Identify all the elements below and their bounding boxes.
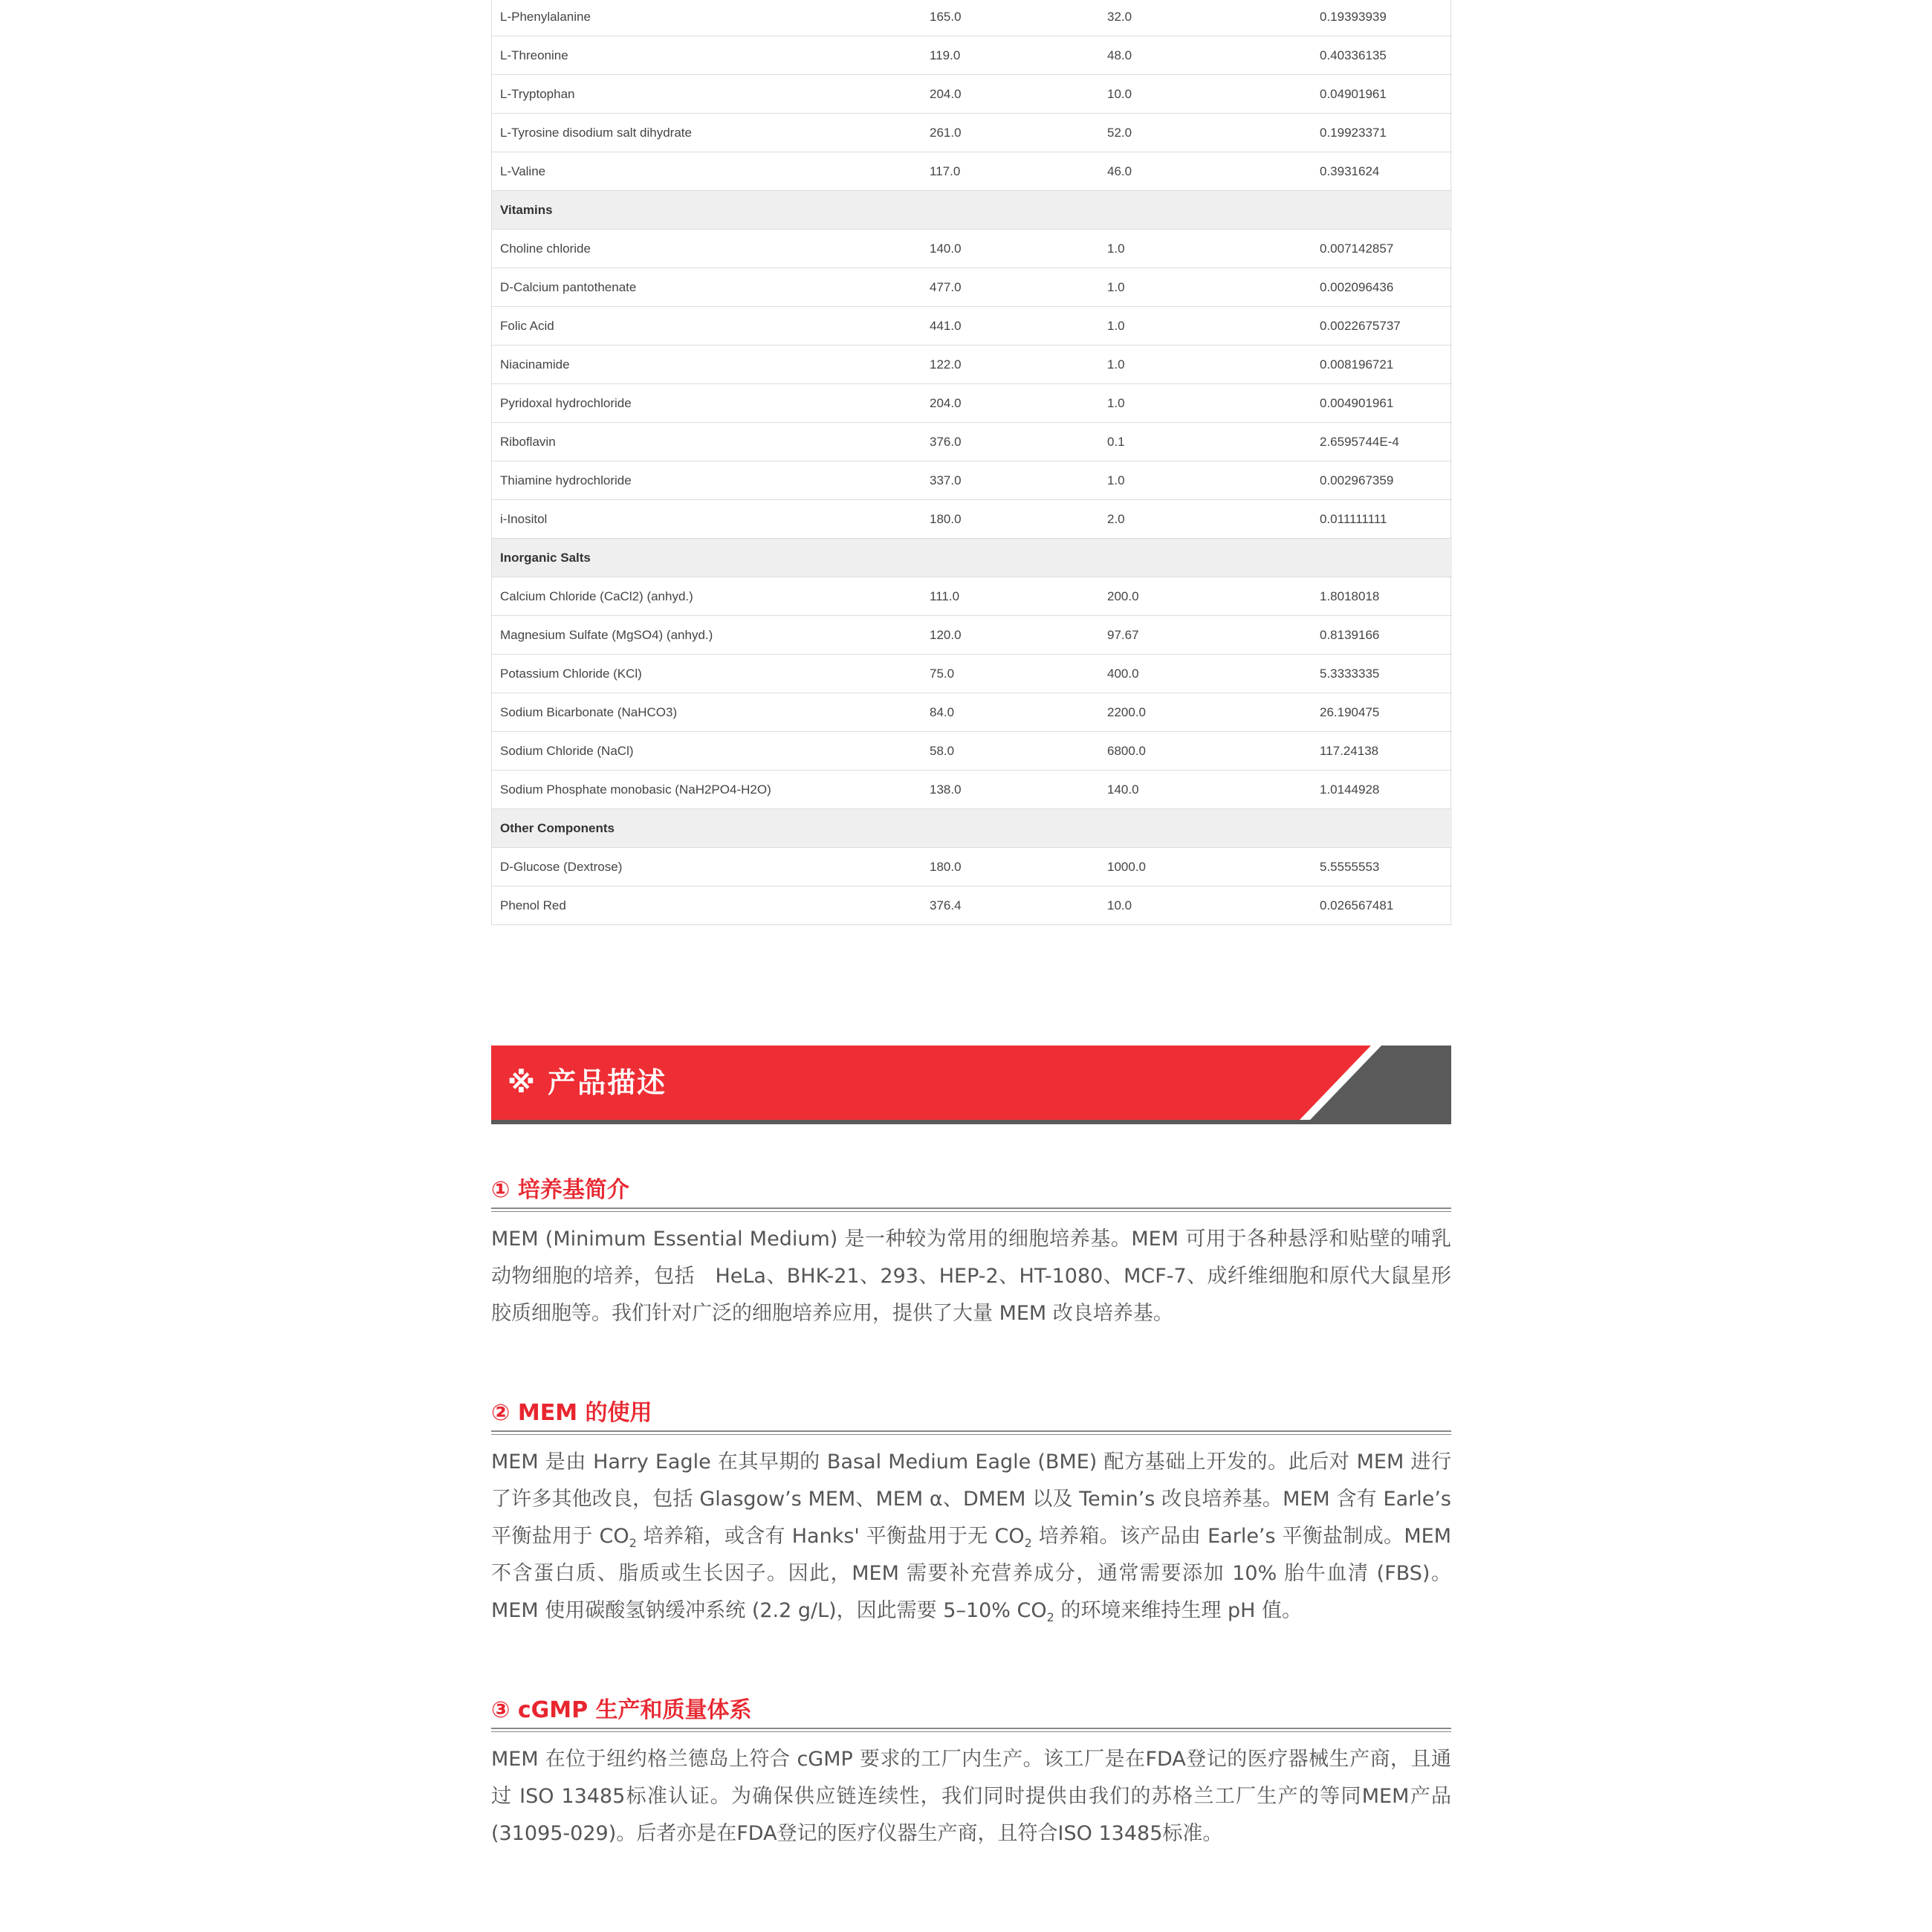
molecular-weight-cell: 117.0 [921, 152, 1099, 191]
table-row [492, 732, 1452, 771]
concentration-cell: 140.0 [1099, 771, 1312, 809]
mM-cell: 0.19393939 [1312, 0, 1452, 36]
molecular-weight-cell: 204.0 [921, 384, 1099, 423]
mM-cell: 0.002096436 [1312, 268, 1452, 307]
concentration-cell: 10.0 [1099, 75, 1312, 114]
molecular-weight-cell: 140.0 [921, 230, 1099, 268]
component-name-cell: L-Threonine [492, 36, 921, 75]
mM-cell: 0.002967359 [1312, 461, 1452, 500]
co2-subscript: 2 [1046, 1610, 1054, 1624]
molecular-weight-cell: 75.0 [921, 655, 1099, 693]
concentration-cell: 1.0 [1099, 230, 1312, 268]
concentration-cell: 6800.0 [1099, 732, 1312, 771]
component-name-cell: Thiamine hydrochloride [492, 461, 921, 500]
section-usage [491, 1398, 1451, 1630]
table-row [492, 114, 1452, 152]
section-usage-text [491, 1444, 1451, 1630]
mM-cell: 0.007142857 [1312, 230, 1452, 268]
concentration-cell: 400.0 [1099, 655, 1312, 693]
composition-table-container [491, 0, 1451, 925]
component-name-cell: Phenol Red [492, 886, 921, 925]
concentration-cell: 97.67 [1099, 616, 1312, 655]
table-row [492, 346, 1452, 384]
mM-cell: 0.008196721 [1312, 346, 1452, 384]
table-row [492, 75, 1452, 114]
component-name-cell: Folic Acid [492, 307, 921, 346]
section-usage-heading: ② MEM 的使用 [491, 1400, 652, 1426]
mM-cell: 5.5555553 [1312, 848, 1452, 886]
section-cgmp-heading: ③ cGMP 生产和质量体系 [491, 1697, 752, 1723]
component-name-cell: L-Tryptophan [492, 75, 921, 114]
molecular-weight-cell: 138.0 [921, 771, 1099, 809]
mM-cell: 0.026567481 [1312, 886, 1452, 925]
table-category-row [492, 191, 1452, 230]
concentration-cell: 2.0 [1099, 500, 1312, 539]
component-name-cell: Choline chloride [492, 230, 921, 268]
molecular-weight-cell: 477.0 [921, 268, 1099, 307]
component-name-cell: D-Glucose (Dextrose) [492, 848, 921, 886]
category-label: Vitamins [492, 191, 1452, 230]
section-intro-rule [491, 1208, 1451, 1212]
composition-table [492, 0, 1452, 925]
section-intro-heading: ① 培养基简介 [491, 1177, 629, 1203]
usage-text-part-3: 培养箱。该产品由 Earle’s 平衡盐制成。MEM 不含蛋白质、脂质或生长因子。因此，MEM 需要补充营养成分，通常需要添加 10% 胎牛血清 (FBS)。MEM 使用碳酸氢钠缓冲系统 (2.2 g/L)，因此需要 5–10% CO [491, 1525, 1452, 1622]
molecular-weight-cell: 261.0 [921, 114, 1099, 152]
section-cgmp-text: MEM 在位于纽约格兰德岛上符合 cGMP 要求的工厂内生产。该工厂是在FDA登记的医疗器械生产商，且通过 ISO 13485标准认证。为确保供应链连续性，我们同时提供由我们的苏格兰工厂生产的等同MEM产品 (31095-029)。后者亦是在FDA登记的医疗仪器生产商，且符合ISO 13485标准。 [491, 1748, 1451, 1845]
usage-text-part-4: 的环境来维持生理 pH 值。 [1054, 1599, 1303, 1622]
component-name-cell: D-Calcium pantothenate [492, 268, 921, 307]
molecular-weight-cell: 441.0 [921, 307, 1099, 346]
molecular-weight-cell: 120.0 [921, 616, 1099, 655]
mM-cell: 2.6595744E-4 [1312, 423, 1452, 461]
concentration-cell: 48.0 [1099, 36, 1312, 75]
mM-cell: 117.24138 [1312, 732, 1452, 771]
table-row [492, 693, 1452, 732]
concentration-cell: 1.0 [1099, 268, 1312, 307]
co2-subscript: 2 [629, 1536, 637, 1550]
table-row [492, 616, 1452, 655]
molecular-weight-cell: 84.0 [921, 693, 1099, 732]
mM-cell: 1.8018018 [1312, 577, 1452, 616]
molecular-weight-cell: 180.0 [921, 848, 1099, 886]
category-label: Inorganic Salts [492, 539, 1452, 577]
component-name-cell: Riboflavin [492, 423, 921, 461]
table-row [492, 384, 1452, 423]
molecular-weight-cell: 165.0 [921, 0, 1099, 36]
table-row [492, 268, 1452, 307]
usage-text-part-2: 培养箱，或含有 Hanks' 平衡盐用于无 CO [636, 1525, 1025, 1548]
concentration-cell: 1.0 [1099, 384, 1312, 423]
component-name-cell: Sodium Phosphate monobasic (NaH2PO4-H2O) [492, 771, 921, 809]
mM-cell: 0.0022675737 [1312, 307, 1452, 346]
section-intro [491, 1176, 1451, 1332]
component-name-cell: Pyridoxal hydrochloride [492, 384, 921, 423]
concentration-cell: 10.0 [1099, 886, 1312, 925]
mM-cell: 0.04901961 [1312, 75, 1452, 114]
mM-cell: 0.004901961 [1312, 384, 1452, 423]
table-row [492, 655, 1452, 693]
banner-title: ※ 产品描述 [508, 1066, 667, 1099]
table-row [492, 36, 1452, 75]
table-category-row [492, 539, 1452, 577]
component-name-cell: i-Inositol [492, 500, 921, 539]
table-row [492, 152, 1452, 191]
composition-table-body [492, 0, 1452, 925]
table-category-row [492, 809, 1452, 848]
mM-cell: 0.19923371 [1312, 114, 1452, 152]
concentration-cell: 1000.0 [1099, 848, 1312, 886]
mM-cell: 26.190475 [1312, 693, 1452, 732]
section-cgmp-rule [491, 1728, 1451, 1732]
section-intro-text: MEM (Minimum Essential Medium) 是一种较为常用的细胞培养基。MEM 可用于各种悬浮和贴壁的哺乳动物细胞的培养，包括 HeLa、BHK-21、293、HEP-2、HT-1080、MCF-7、成纤维细胞和原代大鼠星形胶质细胞等。我们针对广泛的细胞培养应用，提供了大量 MEM 改良培养基。 [491, 1228, 1451, 1325]
component-name-cell: L-Phenylalanine [492, 0, 921, 36]
table-row [492, 500, 1452, 539]
molecular-weight-cell: 376.4 [921, 886, 1099, 925]
mM-cell: 5.3333335 [1312, 655, 1452, 693]
component-name-cell: Sodium Bicarbonate (NaHCO3) [492, 693, 921, 732]
molecular-weight-cell: 111.0 [921, 577, 1099, 616]
concentration-cell: 2200.0 [1099, 693, 1312, 732]
table-frame [491, 0, 1451, 925]
mM-cell: 0.011111111 [1312, 500, 1452, 539]
concentration-cell: 52.0 [1099, 114, 1312, 152]
table-row [492, 0, 1452, 36]
table-row [492, 848, 1452, 886]
molecular-weight-cell: 122.0 [921, 346, 1099, 384]
molecular-weight-cell: 204.0 [921, 75, 1099, 114]
concentration-cell: 1.0 [1099, 346, 1312, 384]
section-cgmp [491, 1696, 1451, 1852]
component-name-cell: L-Valine [492, 152, 921, 191]
table-row [492, 577, 1452, 616]
banner-underline [491, 1120, 1451, 1124]
section-usage-rule [491, 1430, 1451, 1435]
mM-cell: 0.8139166 [1312, 616, 1452, 655]
molecular-weight-cell: 180.0 [921, 500, 1099, 539]
table-row [492, 886, 1452, 925]
table-row [492, 461, 1452, 500]
concentration-cell: 0.1 [1099, 423, 1312, 461]
table-row [492, 307, 1452, 346]
concentration-cell: 1.0 [1099, 307, 1312, 346]
mM-cell: 0.3931624 [1312, 152, 1452, 191]
section-banner [491, 1046, 1451, 1124]
component-name-cell: Potassium Chloride (KCl) [492, 655, 921, 693]
usage-text-part-1: MEM 是由 Harry Eagle 在其早期的 Basal Medium Eagle (BME) 配方基础上开发的。此后对 MEM 进行了许多其他改良，包括 Glasgow’s MEM、MEM α、DMEM 以及 Temin’s 改良培养基。MEM 含有 Earle’s 平衡盐用于 CO [491, 1450, 1451, 1548]
concentration-cell: 200.0 [1099, 577, 1312, 616]
concentration-cell: 32.0 [1099, 0, 1312, 36]
component-name-cell: Calcium Chloride (CaCl2) (anhyd.) [492, 577, 921, 616]
mM-cell: 1.0144928 [1312, 771, 1452, 809]
category-label: Other Components [492, 809, 1452, 848]
component-name-cell: L-Tyrosine disodium salt dihydrate [492, 114, 921, 152]
concentration-cell: 1.0 [1099, 461, 1312, 500]
concentration-cell: 46.0 [1099, 152, 1312, 191]
component-name-cell: Sodium Chloride (NaCl) [492, 732, 921, 771]
molecular-weight-cell: 58.0 [921, 732, 1099, 771]
molecular-weight-cell: 376.0 [921, 423, 1099, 461]
table-row [492, 771, 1452, 809]
component-name-cell: Niacinamide [492, 346, 921, 384]
molecular-weight-cell: 337.0 [921, 461, 1099, 500]
table-row [492, 423, 1452, 461]
molecular-weight-cell: 119.0 [921, 36, 1099, 75]
co2-subscript: 2 [1024, 1536, 1032, 1550]
table-row [492, 230, 1452, 268]
mM-cell: 0.40336135 [1312, 36, 1452, 75]
component-name-cell: Magnesium Sulfate (MgSO4) (anhyd.) [492, 616, 921, 655]
